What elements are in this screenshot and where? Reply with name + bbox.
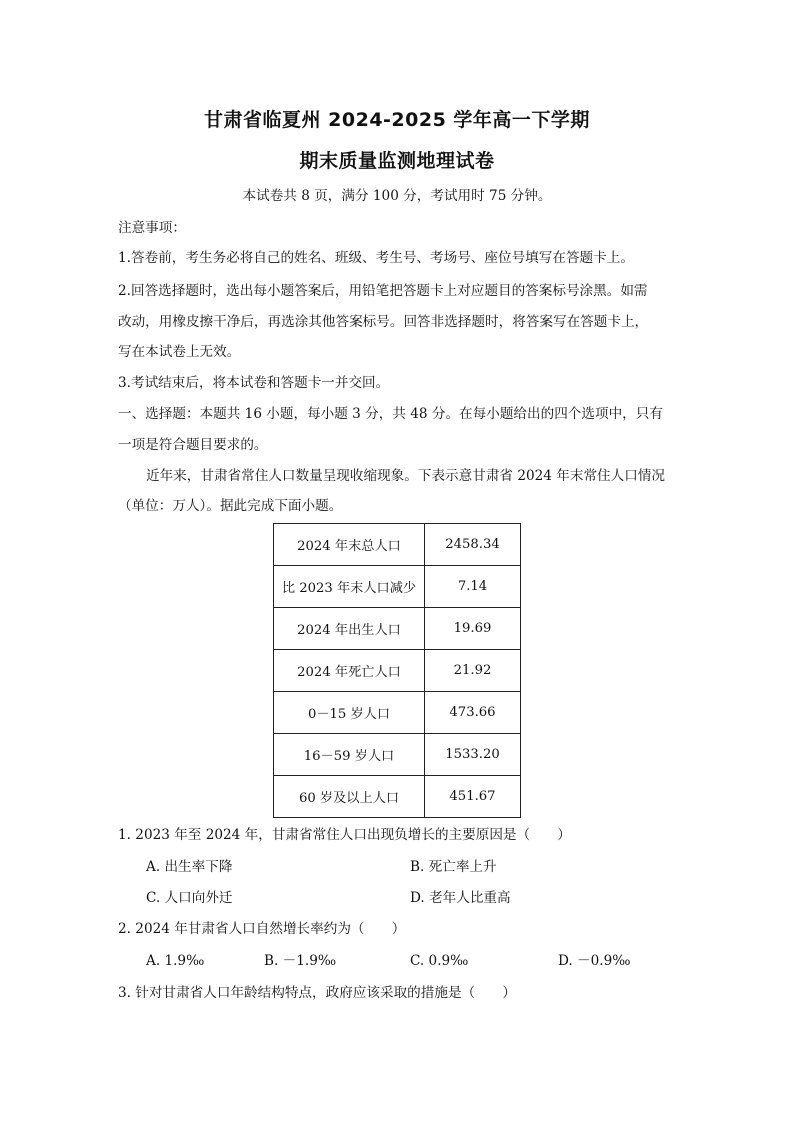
- question-2-option-b: B. －1.9‰: [264, 953, 337, 969]
- table-cell-label: 0－15 岁人口: [274, 692, 425, 734]
- table-row: [274, 524, 521, 566]
- passage-line: 近年来，甘肃省常住人口数量呈现收缩现象。下表示意甘肃省 2024 年末常住人口情况: [146, 468, 666, 484]
- question-2-stem: 2. 2024 年甘肃省人口自然增长率约为（ ）: [118, 921, 406, 937]
- table-row: [274, 566, 521, 608]
- notice-line: 2.回答选择题时，选出每小题答案后，用铅笔把答题卡上对应题目的答案标号涂黑。如需: [118, 283, 648, 299]
- question-2-option-c: C. 0.9‰: [410, 953, 469, 969]
- notice-heading: 注意事项：: [118, 220, 186, 236]
- table-cell-label: 2024 年出生人口: [274, 608, 425, 650]
- question-1-stem: 1. 2023 年至 2024 年，甘肃省常住人口出现负增长的主要原因是（ ）: [118, 827, 571, 843]
- question-2-option-d: D. －0.9‰: [558, 953, 631, 969]
- table-cell-label: 16－59 岁人口: [274, 734, 425, 776]
- table-cell-value: 2458.34: [425, 524, 521, 566]
- table-row: [274, 776, 521, 818]
- exam-intro: 本试卷共 8 页，满分 100 分，考试用时 75 分钟。: [242, 188, 552, 204]
- table-row: [274, 608, 521, 650]
- question-1-option-d: D. 老年人比重高: [410, 890, 511, 906]
- table-cell-value: 451.67: [425, 776, 521, 818]
- table-cell-label: 2024 年末总人口: [274, 524, 425, 566]
- passage-line: （单位：万人）。据此完成下面小题。: [118, 498, 343, 514]
- table-cell-label: 60 岁及以上人口: [274, 776, 425, 818]
- notice-line: 3.考试结束后，将本试卷和答题卡一并交回。: [118, 375, 390, 391]
- table-cell-value: 1533.20: [425, 734, 521, 776]
- table-row: [274, 650, 521, 692]
- table-row: [274, 692, 521, 734]
- question-1-option-c: C. 人口向外迁: [146, 890, 233, 906]
- section-heading: 一、选择题：本题共 16 小题，每小题 3 分，共 48 分。在每小题给出的四个选项中，只有: [118, 406, 663, 422]
- population-table: [273, 523, 521, 818]
- table-cell-value: 21.92: [425, 650, 521, 692]
- table-cell-value: 19.69: [425, 608, 521, 650]
- question-1-option-a: A. 出生率下降: [146, 859, 233, 875]
- notice-line: 写在本试卷上无效。: [118, 344, 241, 360]
- table-row: [274, 734, 521, 776]
- question-2-option-a: A. 1.9‰: [146, 953, 205, 969]
- question-1-option-b: B. 死亡率上升: [410, 859, 497, 875]
- notice-line: 1.答卷前，考生务必将自己的姓名、班级、考生号、考场号、座位号填写在答题卡上。: [118, 250, 634, 266]
- question-3-stem: 3. 针对甘肃省人口年龄结构特点，政府应该采取的措施是（ ）: [118, 985, 516, 1001]
- table-cell-label: 2024 年死亡人口: [274, 650, 425, 692]
- table-cell-value: 473.66: [425, 692, 521, 734]
- table-cell-value: 7.14: [425, 566, 521, 608]
- notice-line: 改动，用橡皮擦干净后，再选涂其他答案标号。回答非选择题时，将答案写在答题卡上，: [118, 314, 649, 330]
- exam-title-line1: 甘肃省临夏州 2024-2025 学年高一下学期: [204, 109, 590, 131]
- section-heading: 一项是符合题目要求的。: [118, 437, 268, 453]
- table-cell-label: 比 2023 年末人口减少: [274, 566, 425, 608]
- exam-title-line2: 期末质量监测地理试卷: [299, 150, 495, 172]
